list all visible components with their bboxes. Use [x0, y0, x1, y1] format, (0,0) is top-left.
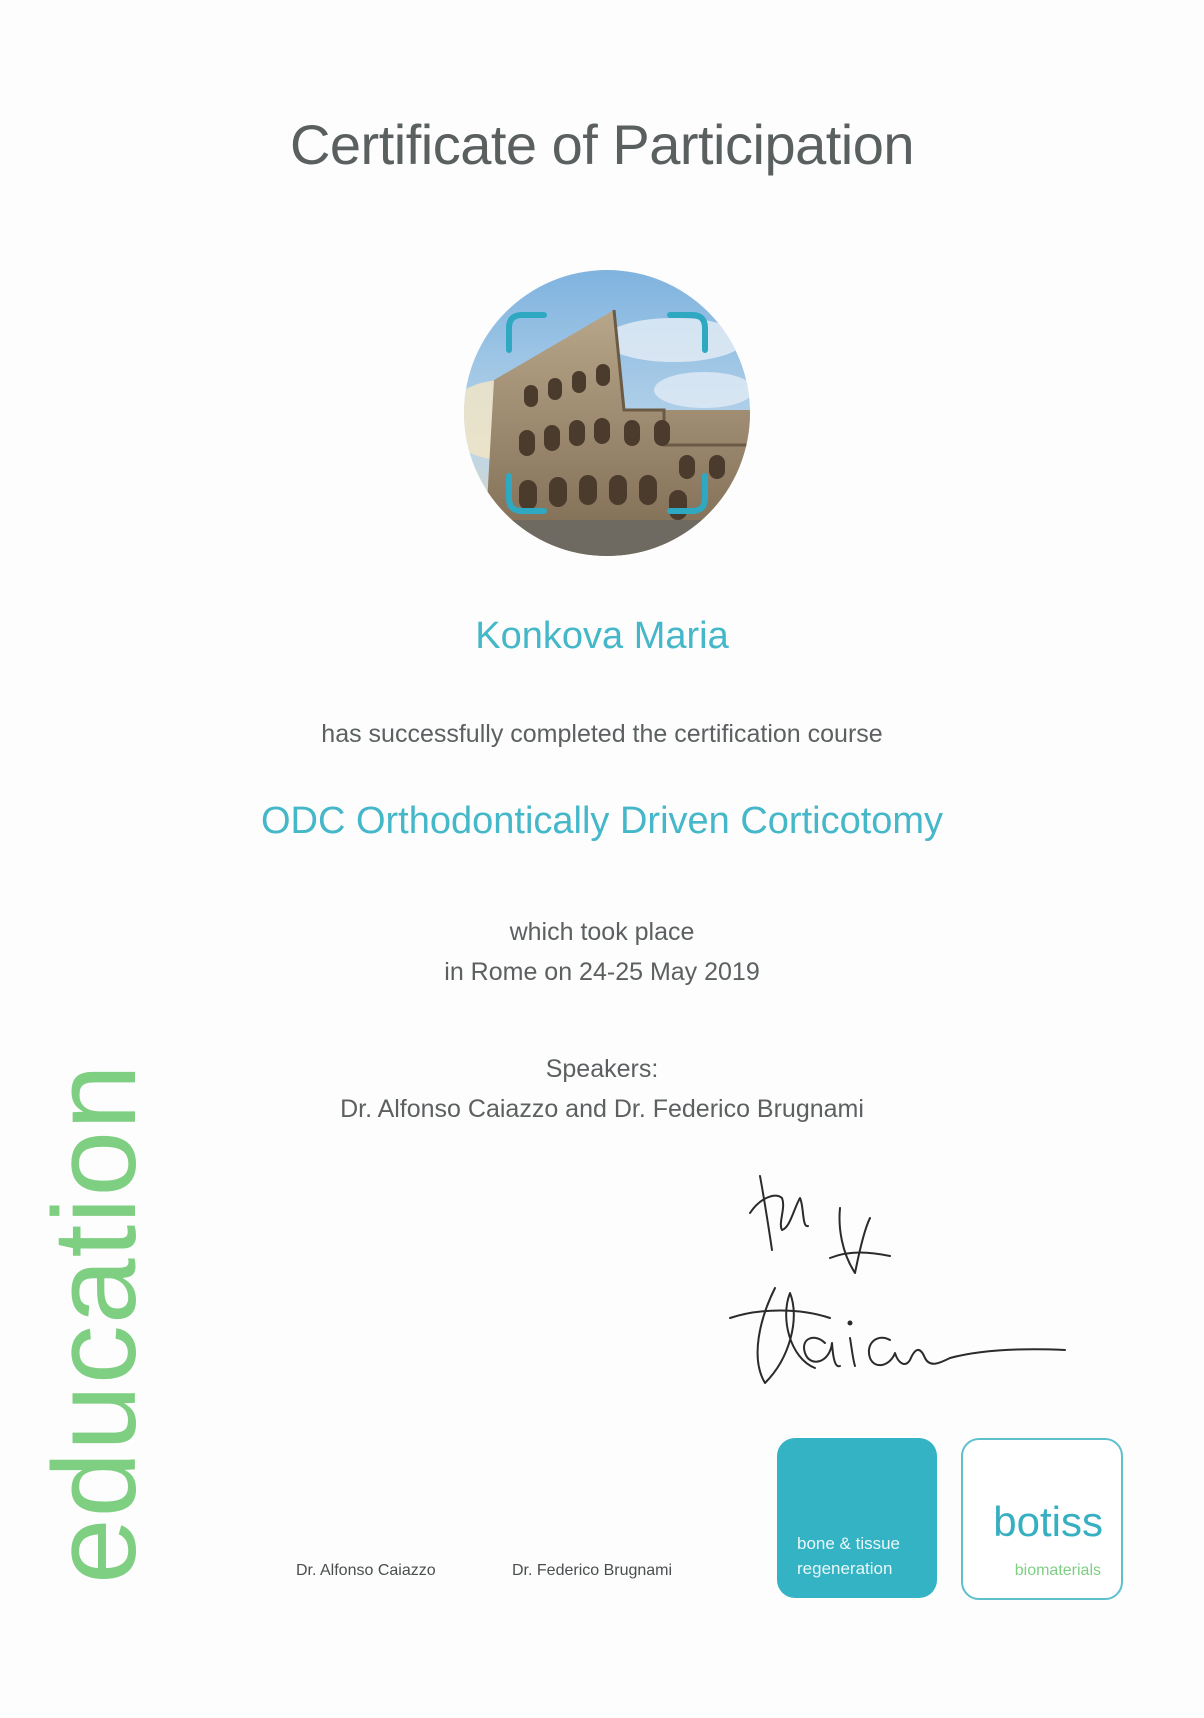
colosseum-photo	[464, 270, 750, 556]
colosseum-image	[464, 270, 750, 556]
certificate-title: Certificate of Participation	[289, 113, 915, 176]
handwritten-signature	[720, 1168, 1080, 1418]
speakers-label: Speakers:	[545, 1055, 659, 1083]
course-name: ODC Orthodontically Driven Corticotomy	[260, 800, 944, 842]
bone-tissue-logo	[777, 1438, 937, 1598]
completion-text: has successfully completed the certification course	[321, 720, 883, 748]
bone-tissue-text: bone & tissue	[797, 1534, 901, 1553]
signer-1-name: Dr. Alfonso Caiazzo	[296, 1562, 436, 1579]
regeneration-text: regeneration	[797, 1559, 893, 1578]
place-line-2: in Rome on 24-25 May 2019	[444, 958, 760, 986]
place-line-1: which took place	[509, 918, 695, 946]
botiss-brand-text: botiss	[993, 1498, 1103, 1545]
education-banner: education	[29, 1063, 161, 1584]
biomaterials-text: biomaterials	[1014, 1562, 1101, 1579]
signer-2-name: Dr. Federico Brugnami	[512, 1562, 673, 1579]
botiss-logo	[961, 1438, 1123, 1600]
speakers-names: Dr. Alfonso Caiazzo and Dr. Federico Brugnami	[340, 1095, 864, 1123]
recipient-name: Konkova Maria	[475, 615, 729, 657]
